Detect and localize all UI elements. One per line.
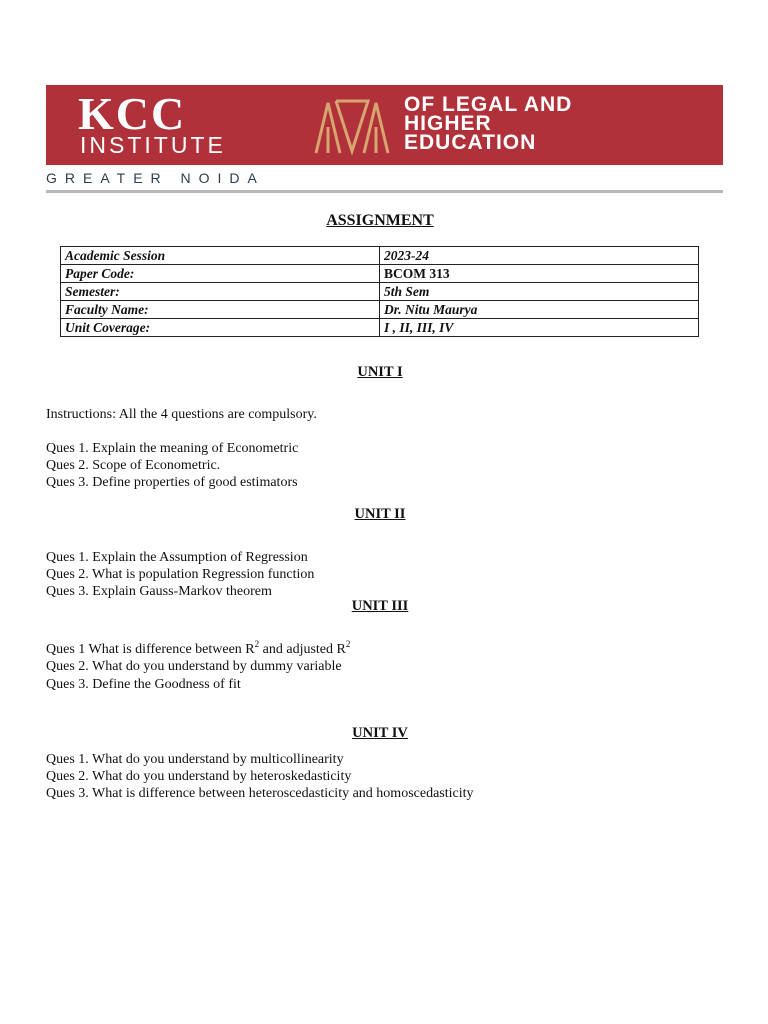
question-text: Ques 2. What do you understand by heteroskedasticity [46,769,352,784]
question-text: Ques 3. Define properties of good estimators [46,475,298,490]
logo-tagline-line: EDUCATION [404,131,537,154]
logo-institute-text: INSTITUTE [80,132,226,158]
info-table [60,246,699,337]
location-text: GREATER NOIDA [46,170,265,186]
unit-heading: UNIT IV [352,725,408,741]
table-value: Dr. Nitu Maurya [380,301,699,319]
table-row [61,283,699,301]
table-label: Semester: [61,283,380,301]
question-text: Ques 1. What do you understand by multicollinearity [46,752,344,767]
logo-tagline-line: HIGHER [404,112,492,135]
table-label: Paper Code: [61,265,380,283]
logo-tagline [404,95,572,152]
question-text: Ques 2. What do you understand by dummy variable [46,659,342,674]
table-row [61,319,699,337]
question-text [46,641,350,658]
question-text: Ques 1. Explain the meaning of Econometric [46,441,299,456]
superscript: 2 [254,639,260,649]
header-divider [46,190,723,193]
table-label: Unit Coverage: [61,319,380,337]
table-value: I , II, III, IV [380,319,699,337]
unit-heading: UNIT II [354,506,406,522]
question-text-part: and adjusted R [259,642,346,657]
question-text: Ques 2. Scope of Econometric. [46,458,221,473]
table-row [61,247,699,265]
question-text: Ques 1. Explain the Assumption of Regression [46,550,308,565]
logo-kcc-text: KCC [78,88,187,139]
question-text: Ques 3. Explain Gauss-Markov theorem [46,584,272,599]
logo-tagline-line: OF LEGAL AND [404,93,573,116]
table-value: 5th Sem [380,283,699,301]
instructions-text: Instructions: All the 4 questions are compulsory. [46,407,317,422]
table-row [61,301,699,319]
question-text: Ques 2. What is population Regression function [46,567,315,582]
table-value: BCOM 313 [380,265,699,283]
logo-triangles-icon [314,97,390,155]
question-text: Ques 3. What is difference between heteroscedasticity and homoscedasticity [46,786,474,801]
question-text: Ques 3. Define the Goodness of fit [46,677,241,692]
table-label: Faculty Name: [61,301,380,319]
unit-heading: UNIT I [357,364,403,380]
unit-heading: UNIT III [351,598,409,614]
table-row [61,265,699,283]
table-label: Academic Session [61,247,380,265]
institute-banner [46,85,723,165]
superscript: 2 [345,639,351,649]
question-text-part: Ques 1 What is difference between R [46,642,255,657]
page-title: ASSIGNMENT [326,212,434,229]
table-value: 2023-24 [380,247,699,265]
